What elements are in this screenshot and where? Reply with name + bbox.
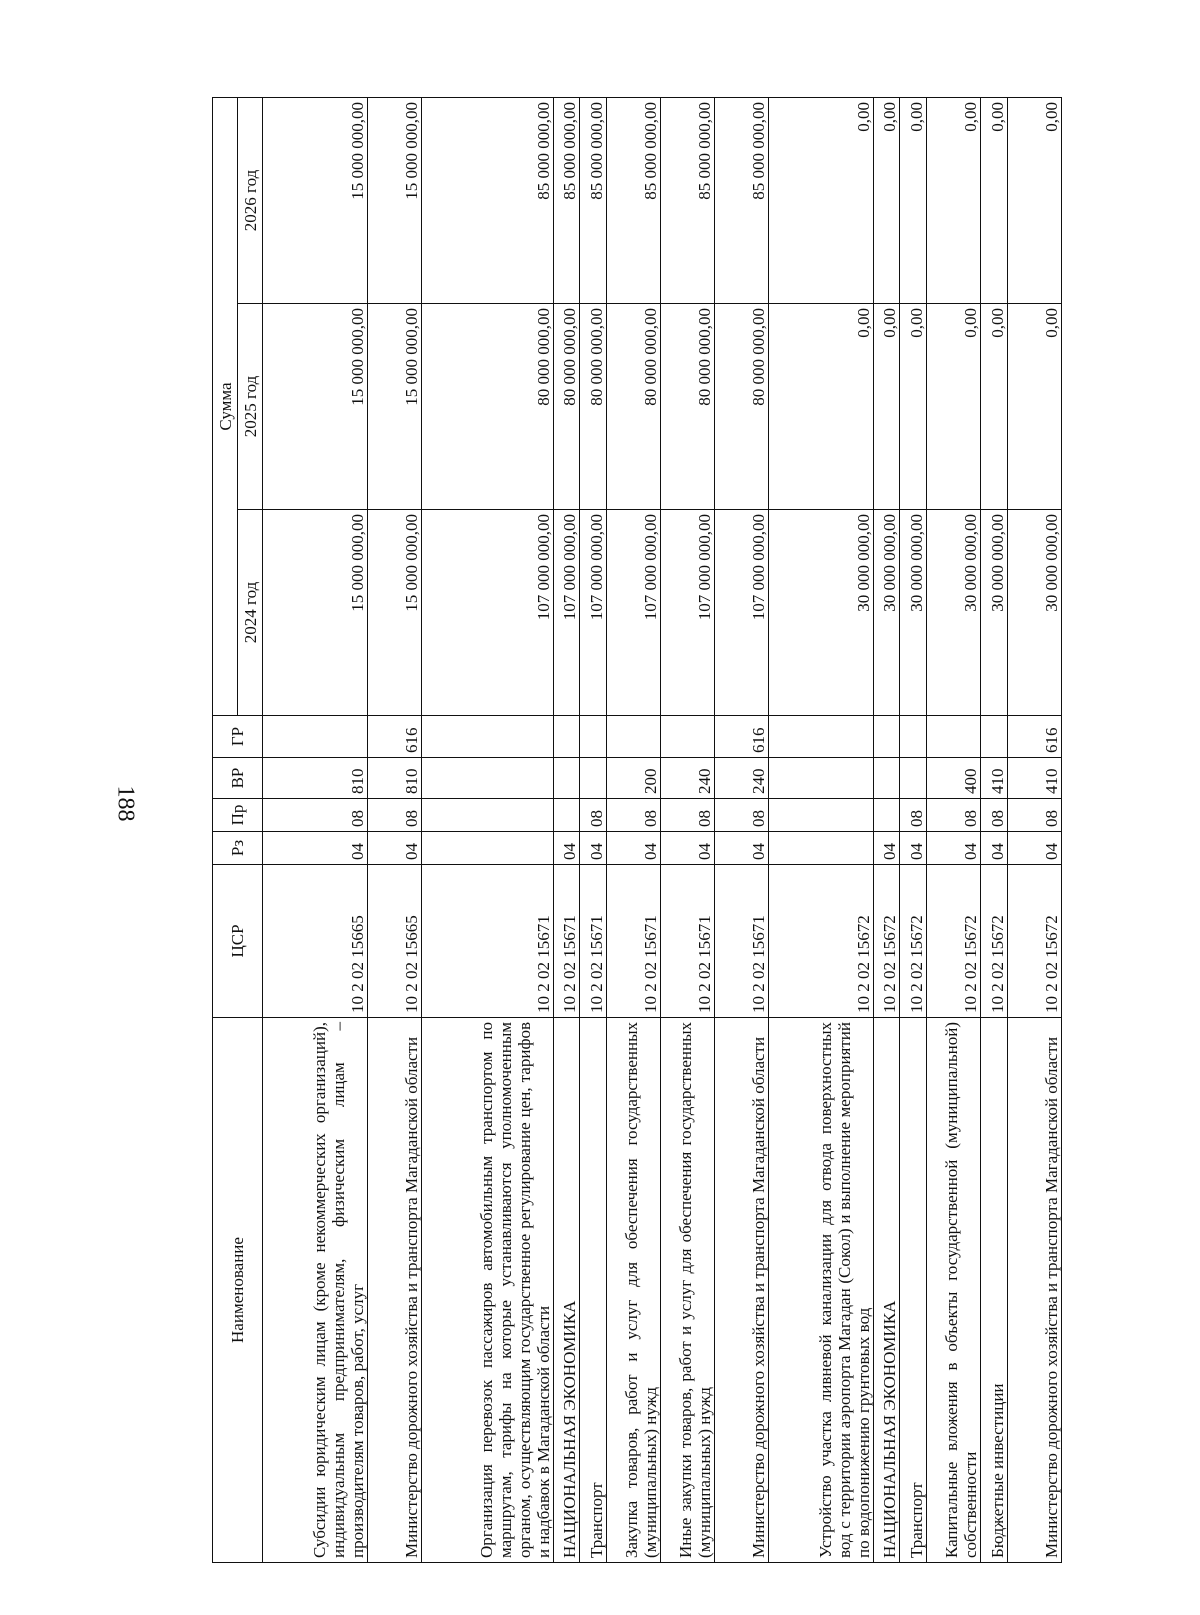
row-2024: 107 000 000,00: [714, 510, 768, 716]
table-row: [263, 98, 368, 1563]
row-gr: [580, 716, 607, 758]
row-vr: [553, 758, 580, 799]
row-2025: 0,00: [900, 304, 927, 510]
row-name: НАЦИОНАЛЬНАЯ ЭКОНОМИКА: [553, 1018, 580, 1563]
row-vr: 410: [981, 758, 1008, 799]
row-csr: 10 2 02 15665: [263, 865, 368, 1018]
row-rz: 04: [981, 832, 1008, 865]
row-vr: 810: [263, 758, 368, 799]
row-csr: 10 2 02 15671: [661, 865, 715, 1018]
row-2025: 80 000 000,00: [421, 304, 553, 510]
row-2025: 0,00: [873, 304, 900, 510]
row-name: Министерство дорожного хозяйства и транспорта Магаданской области: [1008, 1018, 1062, 1563]
row-pr: 08: [714, 799, 768, 832]
row-2026: 85 000 000,00: [580, 98, 607, 304]
row-gr: [873, 716, 900, 758]
row-rz: [768, 832, 873, 865]
row-rz: 04: [661, 832, 715, 865]
table-row: [714, 98, 768, 1563]
row-gr: [661, 716, 715, 758]
row-rz: [421, 832, 553, 865]
row-csr: 10 2 02 15671: [580, 865, 607, 1018]
header-pr: Пр: [213, 799, 263, 832]
row-2025: 15 000 000,00: [263, 304, 368, 510]
row-rz: 04: [1008, 832, 1062, 865]
row-2024: 107 000 000,00: [580, 510, 607, 716]
row-vr: [873, 758, 900, 799]
row-csr: 10 2 02 15671: [607, 865, 661, 1018]
row-name: НАЦИОНАЛЬНАЯ ЭКОНОМИКА: [873, 1018, 900, 1563]
header-vr: ВР: [213, 758, 263, 799]
row-2024: 107 000 000,00: [607, 510, 661, 716]
header-rz: Рз: [213, 832, 263, 865]
row-2026: 85 000 000,00: [421, 98, 553, 304]
row-rz: 04: [607, 832, 661, 865]
row-2025: 0,00: [1008, 304, 1062, 510]
table-row: [981, 98, 1008, 1563]
row-gr: [900, 716, 927, 758]
row-csr: 10 2 02 15672: [981, 865, 1008, 1018]
row-gr: 616: [1008, 716, 1062, 758]
row-rz: 04: [367, 832, 421, 865]
row-name: Транспорт: [900, 1018, 927, 1563]
row-pr: 08: [900, 799, 927, 832]
header-2024: 2024 год: [238, 510, 263, 716]
row-2024: 107 000 000,00: [661, 510, 715, 716]
row-gr: 616: [367, 716, 421, 758]
row-2026: 15 000 000,00: [263, 98, 368, 304]
row-name: Субсидии юридическим лицам (кроме некоммерческих организаций), индивидуальным предпринимателям, физическим лицам – производителям товаров, работ, услуг: [263, 1018, 368, 1563]
table-row: [768, 98, 873, 1563]
row-pr: 08: [263, 799, 368, 832]
header-gr: ГР: [213, 716, 263, 758]
row-csr: 10 2 02 15672: [768, 865, 873, 1018]
row-2024: 15 000 000,00: [263, 510, 368, 716]
row-2026: 0,00: [873, 98, 900, 304]
row-name: Капитальные вложения в объекты государственной (муниципальной) собственности: [927, 1018, 981, 1563]
table-row: [367, 98, 421, 1563]
row-2024: 30 000 000,00: [927, 510, 981, 716]
row-2026: 15 000 000,00: [367, 98, 421, 304]
row-csr: 10 2 02 15672: [900, 865, 927, 1018]
row-rz: 04: [553, 832, 580, 865]
row-2026: 85 000 000,00: [661, 98, 715, 304]
row-pr: 08: [661, 799, 715, 832]
row-csr: 10 2 02 15671: [421, 865, 553, 1018]
budget-table: [212, 97, 1062, 1563]
row-vr: 240: [661, 758, 715, 799]
row-rz: 04: [714, 832, 768, 865]
row-pr: 08: [580, 799, 607, 832]
row-vr: [580, 758, 607, 799]
header-name: Наименование: [213, 1018, 263, 1563]
row-csr: 10 2 02 15672: [1008, 865, 1062, 1018]
row-2025: 0,00: [927, 304, 981, 510]
row-pr: [553, 799, 580, 832]
row-2024: 30 000 000,00: [981, 510, 1008, 716]
row-2024: 30 000 000,00: [900, 510, 927, 716]
row-2026: 85 000 000,00: [607, 98, 661, 304]
row-2024: 30 000 000,00: [768, 510, 873, 716]
row-vr: [900, 758, 927, 799]
row-rz: 04: [900, 832, 927, 865]
row-gr: 616: [714, 716, 768, 758]
table-row: [900, 98, 927, 1563]
row-csr: 10 2 02 15672: [927, 865, 981, 1018]
row-name: Министерство дорожного хозяйства и транспорта Магаданской области: [367, 1018, 421, 1563]
row-2025: 15 000 000,00: [367, 304, 421, 510]
row-gr: [553, 716, 580, 758]
row-vr: [421, 758, 553, 799]
table-row: [927, 98, 981, 1563]
table-row: [580, 98, 607, 1563]
row-csr: 10 2 02 15672: [873, 865, 900, 1018]
row-2025: 0,00: [981, 304, 1008, 510]
row-rz: 04: [263, 832, 368, 865]
header-sum: Сумма: [213, 98, 238, 716]
row-2024: 107 000 000,00: [421, 510, 553, 716]
row-name: Транспорт: [580, 1018, 607, 1563]
header-csr: ЦСР: [213, 865, 263, 1018]
table-body: [263, 98, 1062, 1563]
row-vr: 810: [367, 758, 421, 799]
row-rz: 04: [580, 832, 607, 865]
table-row: [1008, 98, 1062, 1563]
row-pr: 08: [981, 799, 1008, 832]
table-row: [607, 98, 661, 1563]
row-name: Организация перевозок пассажиров автомобильным транспортом по маршрутам, тарифы на которые устанавливаются уполномоченным органом, осуществляющим государственное регулирование цен, тарифов и надбавок в Магаданской области: [421, 1018, 553, 1563]
row-2024: 15 000 000,00: [367, 510, 421, 716]
row-vr: 200: [607, 758, 661, 799]
table-row: [553, 98, 580, 1563]
row-csr: 10 2 02 15671: [714, 865, 768, 1018]
header-2026: 2026 год: [238, 98, 263, 304]
row-2026: 0,00: [900, 98, 927, 304]
table-row: [661, 98, 715, 1563]
row-gr: [607, 716, 661, 758]
table-row: [421, 98, 553, 1563]
row-csr: 10 2 02 15665: [367, 865, 421, 1018]
row-csr: 10 2 02 15671: [553, 865, 580, 1018]
row-pr: 08: [607, 799, 661, 832]
row-gr: [421, 716, 553, 758]
row-2024: 107 000 000,00: [553, 510, 580, 716]
row-name: Закупка товаров, работ и услуг для обеспечения государственных (муниципальных) нужд: [607, 1018, 661, 1563]
row-gr: [981, 716, 1008, 758]
row-gr: [768, 716, 873, 758]
row-vr: 400: [927, 758, 981, 799]
row-2025: 80 000 000,00: [580, 304, 607, 510]
row-2024: 30 000 000,00: [873, 510, 900, 716]
row-2026: 0,00: [927, 98, 981, 304]
row-pr: 08: [927, 799, 981, 832]
row-2025: 0,00: [768, 304, 873, 510]
row-pr: [873, 799, 900, 832]
row-2026: 0,00: [981, 98, 1008, 304]
row-2025: 80 000 000,00: [661, 304, 715, 510]
page-number: 188: [112, 785, 139, 822]
row-2026: 0,00: [768, 98, 873, 304]
row-gr: [927, 716, 981, 758]
row-rz: 04: [927, 832, 981, 865]
row-2024: 30 000 000,00: [1008, 510, 1062, 716]
row-2025: 80 000 000,00: [553, 304, 580, 510]
row-2026: 85 000 000,00: [714, 98, 768, 304]
row-2026: 85 000 000,00: [553, 98, 580, 304]
row-name: Иные закупки товаров, работ и услуг для обеспечения государственных (муниципальных) нужд: [661, 1018, 715, 1563]
table-row: [873, 98, 900, 1563]
row-2025: 80 000 000,00: [714, 304, 768, 510]
row-gr: [263, 716, 368, 758]
rotated-table-container: [212, 98, 1062, 1563]
row-vr: 240: [714, 758, 768, 799]
row-vr: [768, 758, 873, 799]
row-name: Министерство дорожного хозяйства и транспорта Магаданской области: [714, 1018, 768, 1563]
row-name: Бюджетные инвестиции: [981, 1018, 1008, 1563]
row-vr: 410: [1008, 758, 1062, 799]
row-2026: 0,00: [1008, 98, 1062, 304]
row-pr: 08: [367, 799, 421, 832]
row-pr: [421, 799, 553, 832]
header-2025: 2025 год: [238, 304, 263, 510]
row-rz: 04: [873, 832, 900, 865]
row-pr: [768, 799, 873, 832]
row-pr: 08: [1008, 799, 1062, 832]
row-name: Устройство участка ливневой канализации для отвода поверхностных вод с территории аэропорта Магадан (Сокол) и выполнение мероприятий по водопонижению грунтовых вод: [768, 1018, 873, 1563]
row-2025: 80 000 000,00: [607, 304, 661, 510]
